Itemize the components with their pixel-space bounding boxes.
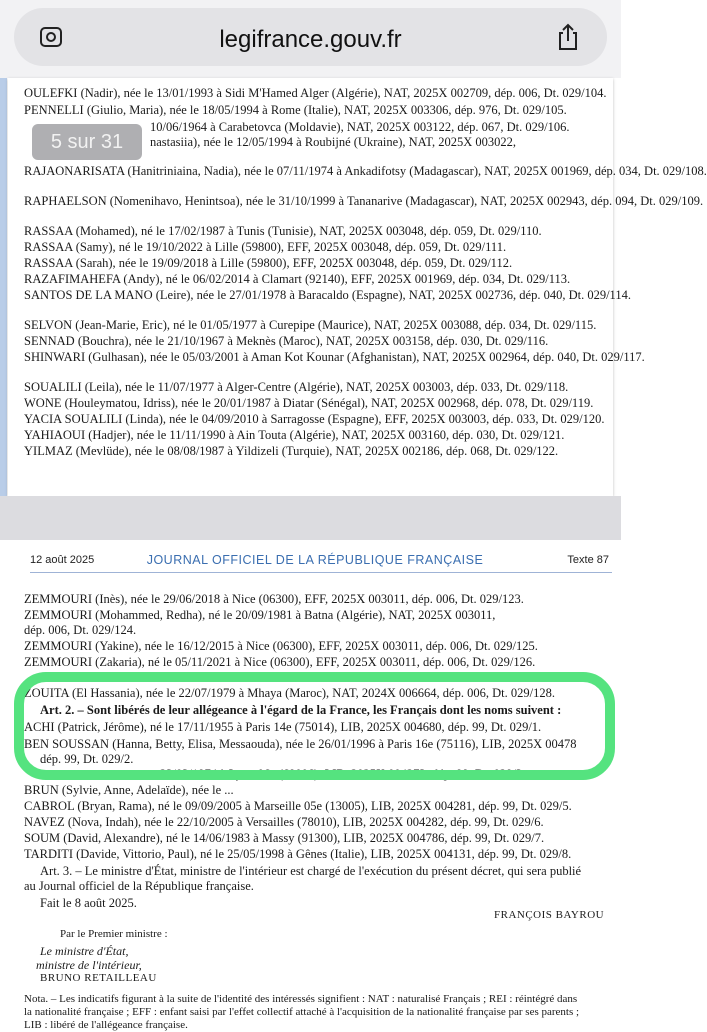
doc-line: 10/06/1964 à Carabetovca (Moldavie), NAT, 2025X 003122, dép. 067, Dt. 029/106. [150,120,570,134]
by-prime-minister: Par le Premier ministre : [60,928,168,940]
doc-line: RASSAA (Samy), né le 19/10/2022 à Lille (59800), EFF, 2025X 003048, dép. 059, Dt. 029/111. [24,240,507,254]
doc-line: BRUN (Sylvie, Anne, Adelaïde), née le ... [24,783,234,797]
doc-line: CABROL (Bryan, Rama), né le 09/09/2005 à Marseille 05e (13005), LIB, 2025X 004281, dép. 99, Dt. 029/5. [24,799,572,813]
doc-line: SOUALILI (Leila), née le 11/07/1977 à Alger-Centre (Algérie), NAT, 2025X 003003, dép. 033, Dt. 029/118. [24,380,569,394]
doc-line: dép. 006, Dt. 029/124. [24,623,137,637]
signer: FRANÇOIS BAYROU [494,909,605,921]
doc-line: SANTOS DE LA MANO (Leire), née le 27/01/1978 à Baracaldo (Espagne), NAT, 2025X 002736, dép. 040, Dt. 029/114. [24,288,631,302]
doc-line: YILMAZ (Mevlüde), née le 08/08/1987 à Yildizeli (Turquie), NAT, 2025X 002186, dép. 068, Dt. 029/122. [24,444,559,458]
doc-line: 23/03/1974 à Lyon 06e (69006), LIB, 2025X 004273, dép. 99, Dt. 029/3. [160,767,526,781]
journal-title: JOURNAL OFFICIEL DE LA RÉPUBLIQUE FRANÇAISE [146,553,484,567]
doc-line: NAVEZ (Nova, Indah), née le 22/10/2005 à Versailles (78010), LIB, 2025X 004282, dép. 99, Dt. 029/6. [24,815,544,829]
browser-toolbar [0,0,621,78]
doc-line: RASSAA (Mohamed), né le 17/02/1987 à Tunis (Tunisie), NAT, 2025X 003048, dép. 059, Dt. 029/110. [24,224,542,238]
doc-line: YACIA SOUALILI (Linda), née le 04/09/2010 à Sarragosse (Espagne), EFF, 2025X 003003, dép. 033, Dt. 029/120. [24,412,605,426]
doc-line: ZEMMOURI (Yakine), née le 16/12/2015 à Nice (06300), EFF, 2025X 003011, dép. 006, Dt. 029/125. [24,639,538,653]
doc-line: SELVON (Jean-Marie, Eric), né le 01/05/1977 à Curepipe (Maurice), NAT, 2025X 003088, dép. 034, Dt. 029/115. [24,318,597,332]
article-3: Art. 3. – Le ministre d'État, ministre de l'intérieur est chargé de l'exécution du présent décret, qui sera publié [40,864,582,878]
header-rule [30,572,612,573]
doc-line: au Journal officiel de la République française. [24,879,254,893]
doc-line: RASSAA (Sarah), née le 19/09/2018 à Lille (59800), EFF, 2025X 003048, dép. 059, Dt. 029/112. [24,256,513,270]
doc-line: SOUM (David, Alexandre), né le 14/06/1983 à Massy (91300), LIB, 2025X 004786, dép. 99, Dt. 029/7. [24,831,545,845]
nota-line: LIB : libéré de l'allégeance française. [24,1019,188,1031]
address-bar[interactable] [14,8,607,66]
minister-name: BRUNO RETAILLEAU [40,972,157,984]
doc-line: ZOUITA (El Hassania), née le 22/07/1979 à Mhaya (Maroc), NAT, 2024X 006664, dép. 006, Dt. 029/128. [24,686,555,700]
doc-line: SHINWARI (Gulhasan), née le 05/03/2001 à Aman Kot Kounar (Afghanistan), NAT, 2025X 002964, dép. 040, Dt. 029/117. [24,350,645,364]
doc-line: ACHI (Patrick, Jérôme), né le 17/11/1955 à Paris 14e (75014), LIB, 2025X 004680, dép. 99, Dt. 029/1. [24,720,542,734]
green-highlight-annotation [14,672,615,780]
doc-line: ZEMMOURI (Zakaria), né le 05/11/2021 à Nice (06300), EFF, 2025X 003011, dép. 006, Dt. 029/126. [24,655,536,669]
minister-title-1: Le ministre d'État, [40,944,129,958]
doc-line: PENNELLI (Giulio, Maria), née le 18/05/1994 à Rome (Italie), NAT, 2025X 003306, dép. 976, Dt. 029/105. [24,103,567,117]
doc-line: ZEMMOURI (Mohammed, Redha), né le 20/09/1981 à Batna (Algérie), NAT, 2025X 003011, [24,608,496,622]
doc-line: YAHIAOUI (Hadjer), née le 11/11/1990 à Ain Touta (Algérie), NAT, 2025X 003160, dép. 030, Dt. 029/121. [24,428,565,442]
signature-date: Fait le 8 août 2025. [40,896,137,910]
nota-line: Nota. – Les indicatifs figurant à la suite de l'identité des intéressés signifient : NAT : naturalisé Français ; REI : réintégré dans [24,993,578,1005]
doc-line: RAPHAELSON (Nomenihavo, Henintsoa), née le 31/10/1999 à Tananarive (Madagascar), NAT, 2025X 002943, dép. 094, Dt. 029/109. [24,194,704,208]
page-gap [0,496,621,540]
page-counter: 5 sur 31 [32,124,142,160]
doc-line: RAZAFIMAHEFA (Andy), né le 06/02/2014 à Clamart (92140), EFF, 2025X 001969, dép. 034, Dt. 029/113. [24,272,571,286]
url-text[interactable]: legifrance.gouv.fr [219,26,402,53]
minister-title-2: ministre de l'intérieur, [36,958,142,972]
doc-line: SENNAD (Bouchra), née le 21/10/1967 à Meknès (Maroc), NAT, 2025X 003158, dép. 030, Dt. 029/116. [24,334,549,348]
page-date: 12 août 2025 [30,554,95,566]
article-2: Art. 2. – Sont libérés de leur allégeance à l'égard de la France, les Français dont les noms suivent : [40,703,562,717]
page-edge [0,78,7,498]
doc-line: OULEFKI (Nadir), née le 13/01/1993 à Sidi M'Hamed Alger (Algérie), NAT, 2025X 002709, dép. 006, Dt. 029/104. [24,86,607,100]
doc-line: WONE (Houleymatou, Idriss), née le 20/01/1987 à Diatar (Sénégal), NAT, 2025X 002968, dép. 078, Dt. 029/119. [24,396,594,410]
doc-line: RAJAONARISATA (Hanitriniaina, Nadia), née le 07/11/1974 à Ankadifotsy (Madagascar), NAT, 2025X 001969, dép. 034, Dt. 029/108. [24,164,707,178]
doc-line: ZEMMOURI (Inès), née le 29/06/2018 à Nice (06300), EFF, 2025X 003011, dép. 006, Dt. 029/123. [24,592,524,606]
doc-line: TARDITI (Davide, Vittorio, Paul), né le 25/05/1998 à Gênes (Italie), LIB, 2025X 004131, dép. 99, Dt. 029/8. [24,847,572,861]
share-icon[interactable] [555,22,581,52]
texte-number: Texte 87 [567,554,609,566]
nota-line: la nationalité française ; EFF : enfant saisi par l'effet collectif attaché à l'acquisition de la nationalité française par ses parents ; [24,1006,580,1018]
doc-line: dép. 99, Dt. 029/2. [40,752,134,766]
doc-line: nastasiia), née le 12/05/1994 à Roubijné (Ukraine), NAT, 2025X 003022, [150,135,517,149]
doc-line: BEN SOUSSAN (Hanna, Betty, Elisa, Messaouda), née le 26/01/1996 à Paris 16e (75116), LIB, 2025X 00478 [24,737,577,751]
